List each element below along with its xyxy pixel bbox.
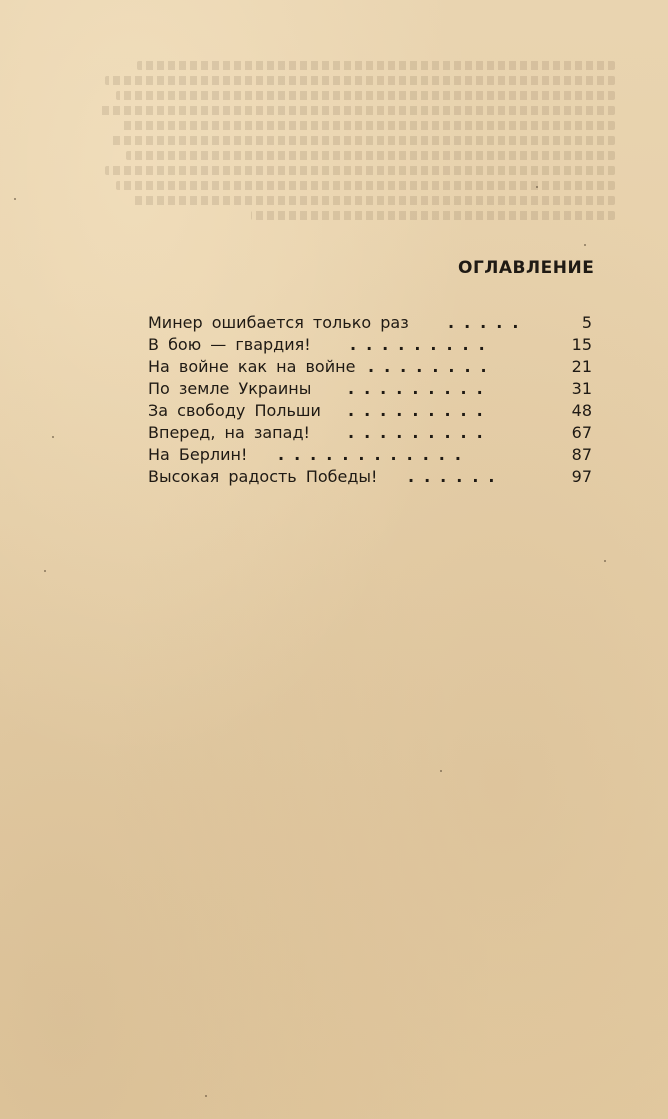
toc-entry <box>148 422 594 444</box>
toc-entry <box>148 312 594 334</box>
toc-entry <box>148 444 594 466</box>
paper-speck <box>14 198 16 200</box>
toc-entry <box>148 378 594 400</box>
toc-entry <box>148 356 594 378</box>
toc-leader-dots: ..... <box>448 313 529 332</box>
toc-leader-dots: ...... <box>408 467 505 486</box>
paper-speck <box>440 770 442 772</box>
toc-leader-dots: ............ <box>278 445 471 464</box>
paper-speck <box>44 570 46 572</box>
paper-speck <box>205 1095 207 1097</box>
toc-leader-dots: ......... <box>348 423 493 442</box>
toc-leader-dots: ......... <box>350 335 495 354</box>
toc-entry-label: На войне как на войне <box>148 357 356 376</box>
toc-entry <box>148 466 594 488</box>
toc-entry-page: 15 <box>571 335 592 354</box>
toc-entry-page: 31 <box>571 379 592 398</box>
toc-title: ОГЛАВЛЕНИЕ <box>458 258 595 278</box>
toc-entry-page: 87 <box>571 445 592 464</box>
toc-leader-dots: ......... <box>348 401 493 420</box>
toc-entry-label: Вперед, на запад! <box>148 423 310 442</box>
table-of-contents <box>148 312 594 488</box>
toc-entry-label: На Берлин! <box>148 445 248 464</box>
toc-entry-page: 67 <box>571 423 592 442</box>
paper-speck <box>536 186 538 188</box>
toc-entry-page: 97 <box>571 467 592 486</box>
toc-entry <box>148 334 594 356</box>
toc-entry-label: За свободу Польши <box>148 401 321 420</box>
toc-entry-page: 21 <box>571 357 592 376</box>
toc-entry-page: 48 <box>571 401 592 420</box>
toc-leader-dots: ........ <box>368 357 497 376</box>
paper-speck <box>52 436 54 438</box>
toc-entry-page: 5 <box>581 313 592 332</box>
toc-entry-label: Высокая радость Победы! <box>148 467 378 486</box>
toc-entry-label: По земле Украины <box>148 379 312 398</box>
paper-speck <box>584 244 586 246</box>
toc-entry-label: Минер ошибается только раз <box>148 313 409 332</box>
toc-leader-dots: ......... <box>348 379 493 398</box>
toc-entry <box>148 400 594 422</box>
paper-speck <box>604 560 606 562</box>
toc-entry-label: В бою — гвардия! <box>148 335 311 354</box>
